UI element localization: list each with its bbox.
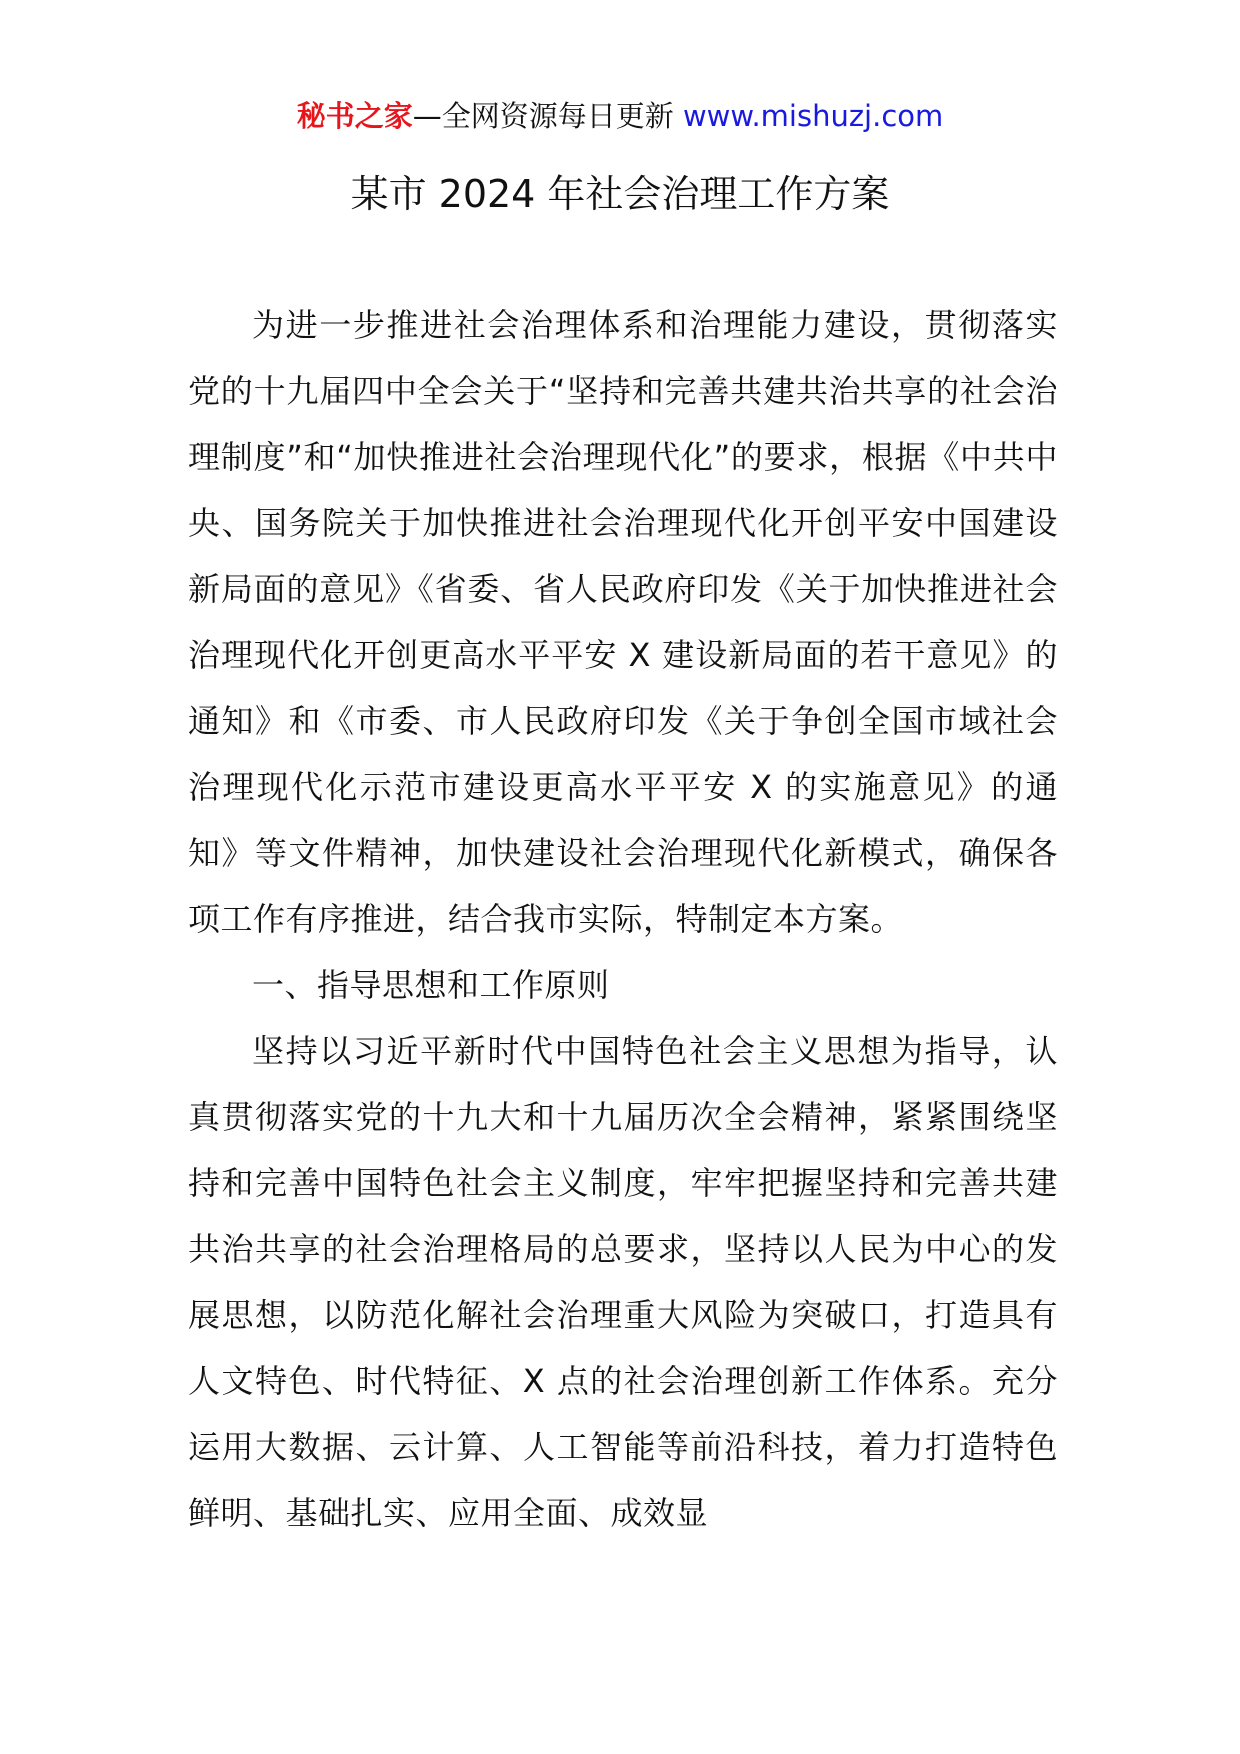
section-heading-1: 一、指导思想和工作原则 [252,966,610,1004]
brand-name: 秘书之家 [296,99,413,133]
paragraph-intro: 为进一步推进社会治理体系和治理能力建设，贯彻落实党的十九届四中全会关于“坚持和完善共建共治共享的社会治理制度”和“加快推进社会治理现代化”的要求，根据《中共中央、国务院关于加快推进社会治理现代化开创平安中国建设新局面的意见》《省委、省人民政府印发《关于加快推进社会治理现代化开创更高水平平安 X 建设新局面的若干意见》的通知》和《市委、市人民政府印发《关于争创全国市域社会治理现代化示范市建设更高水平平安 X 的实施意见》的通知》等文件精神，加快建设社会治理现代化新模式，确保各项工作有序推进，结合我市实际，特制定本方案。 [188,306,1058,938]
site-header [0,96,1240,136]
document-title: 某市 2024 年社会治理工作方案 [350,172,890,216]
site-url-link[interactable]: www.mishuzj.com [682,99,944,133]
document-body [188,292,1058,1546]
header-tagline: —全网资源每日更新 [412,99,683,133]
paragraph-guiding-thought: 坚持以习近平新时代中国特色社会主义思想为指导，认真贯彻落实党的十九大和十九届历次全会精神，紧紧围绕坚持和完善中国特色社会主义制度，牢牢把握坚持和完善共建共治共享的社会治理格局的总要求，坚持以人民为中心的发展思想，以防范化解社会治理重大风险为突破口，打造具有人文特色、时代特征、X 点的社会治理创新工作体系。充分运用大数据、云计算、人工智能等前沿科技，着力打造特色鲜明、基础扎实、应用全面、成效显 [188,1032,1058,1532]
